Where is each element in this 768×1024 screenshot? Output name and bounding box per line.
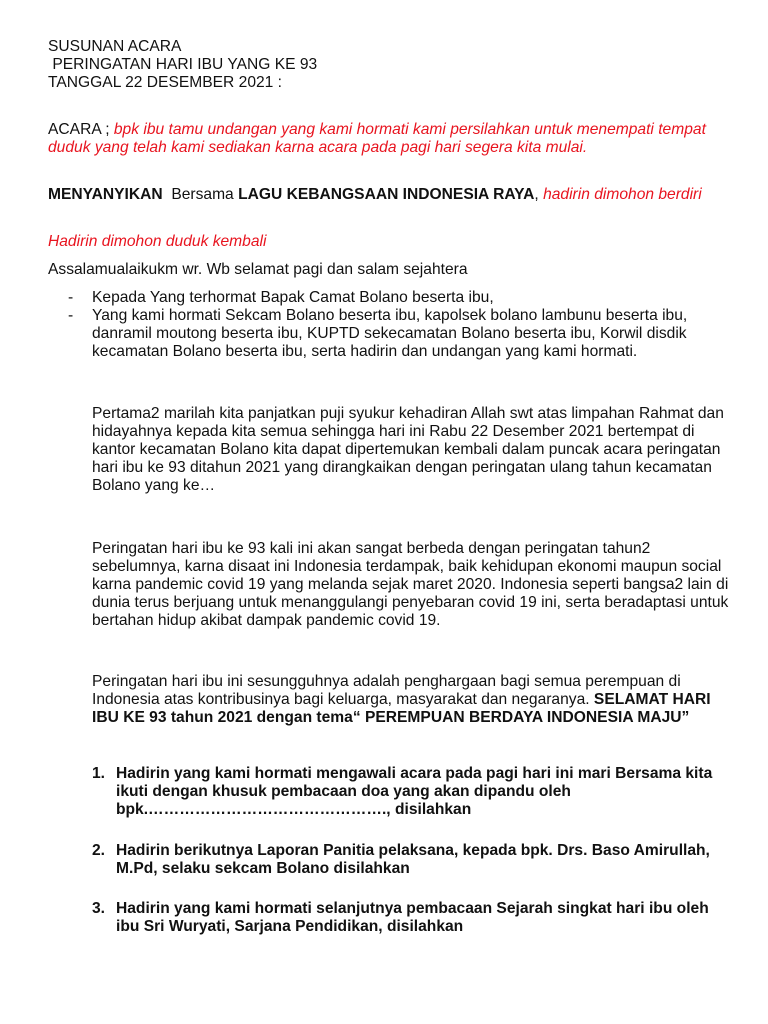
- acara-paragraph: [48, 121, 708, 157]
- agenda-item-3: [92, 900, 722, 936]
- list-item: [92, 900, 722, 936]
- theme-normal-text: Peringatan hari ibu ini sesungguhnya adalah penghargaan bagi semua perempuan di Indonesia atas kontribusinya bagi keluarga, masyarakat dan negaranya.: [92, 673, 681, 708]
- paragraph-context: Peringatan hari ibu ke 93 kali ini akan sangat berbeda dengan peringatan tahun2 sebelumnya, karna disaat ini Indonesia terdampak, baik kehidupan ekonomi maupun social karna pandemic covid 19 yang melanda sejak maret 2020. Indonesia seperti bangsa2 lain di dunia terus berjuang untuk menanggulangi penyebaran covid 19 ini, serta beradaptasi untuk bertahan hidup akibat dampak pandemic covid 19.: [92, 540, 729, 629]
- item-text: Hadirin yang kami hormati selanjutnya pembacaan Sejarah singkat hari ibu oleh ibu Sri Wuryati, Sarjana Pendidikan, disilahkan: [116, 900, 709, 935]
- title-line-3: TANGGAL 22 DESEMBER 2021 :: [48, 74, 282, 91]
- item-text: Hadirin yang kami hormati mengawali acara pada pagi hari ini mari Bersama kita ikuti dengan khusuk pembacaan doa yang akan dipandu oleh bpk.………………………………………., disilahkan: [116, 765, 713, 818]
- paragraph-theme: [92, 673, 732, 727]
- acara-label: ACARA ;: [48, 121, 114, 138]
- anthem-mid: Bersama: [162, 186, 239, 203]
- list-item: [92, 765, 722, 819]
- title-line-1: SUSUNAN ACARA: [48, 38, 182, 55]
- agenda-item-2: [92, 842, 722, 878]
- list-item: - Yang kami hormati Sekcam Bolano beserta ibu, kapolsek bolano lambunu beserta ibu, danramil moutong beserta ibu, KUPTD sekecamatan Bolano beserta ibu, Korwil disdik kecamatan Bolano beserta ibu, serta hadirin dan undangan yang kami hormati.: [92, 307, 732, 361]
- paragraph-opening: Pertama2 marilah kita panjatkan puji syukur kehadiran Allah swt atas limpahan Rahmat dan hidayahnya kepada kita semua sehingga hari ini Rabu 22 Desember 2021 bertempat di kantor kecamatan Bolano kita dapat dipertemukan kembali dalam puncak acara peringatan hari ibu ke 93 ditahun 2021 yang dirangkaikan dengan peringatan ulang tahun kecamatan Bolano yang ke…: [92, 405, 724, 494]
- list-item: - Kepada Yang terhormat Bapak Camat Bolano beserta ibu,: [92, 289, 732, 307]
- addressee-list: [92, 289, 732, 361]
- anthem-bold-1: MENYANYIKAN: [48, 186, 163, 203]
- anthem-paragraph: [48, 186, 708, 204]
- agenda-item-1: [92, 765, 722, 819]
- sit-instruction: Hadirin dimohon duduk kembali: [48, 233, 267, 250]
- item-text: Hadirin berikutnya Laporan Panitia pelaksana, kepada bpk. Drs. Baso Amirullah, M.Pd, selaku sekcam Bolano disilahkan: [116, 842, 710, 877]
- theme-bold-text: SELAMAT HARI IBU KE 93 tahun 2021 dengan tema“ PEREMPUAN BERDAYA INDONESIA MAJU”: [92, 691, 711, 726]
- item-number: 3.: [92, 900, 106, 917]
- list-item: [92, 842, 722, 878]
- greeting: Assalamualaikukm wr. Wb selamat pagi dan salam sejahtera: [48, 261, 468, 278]
- title-line-2: PERINGATAN HARI IBU YANG KE 93: [48, 56, 318, 73]
- item-number: 1.: [92, 765, 106, 782]
- acara-text: bpk ibu tamu undangan yang kami hormati kami persilahkan untuk menempati tempat duduk yang telah kami sediakan karna acara pada pagi hari segera kita mulai.: [48, 121, 706, 156]
- item-number: 2.: [92, 842, 106, 859]
- anthem-bold-2: LAGU KEBANGSAAN INDONESIA RAYA: [238, 186, 535, 203]
- anthem-comma: ,: [534, 186, 544, 203]
- anthem-stand-instruction: hadirin dimohon berdiri: [543, 186, 702, 203]
